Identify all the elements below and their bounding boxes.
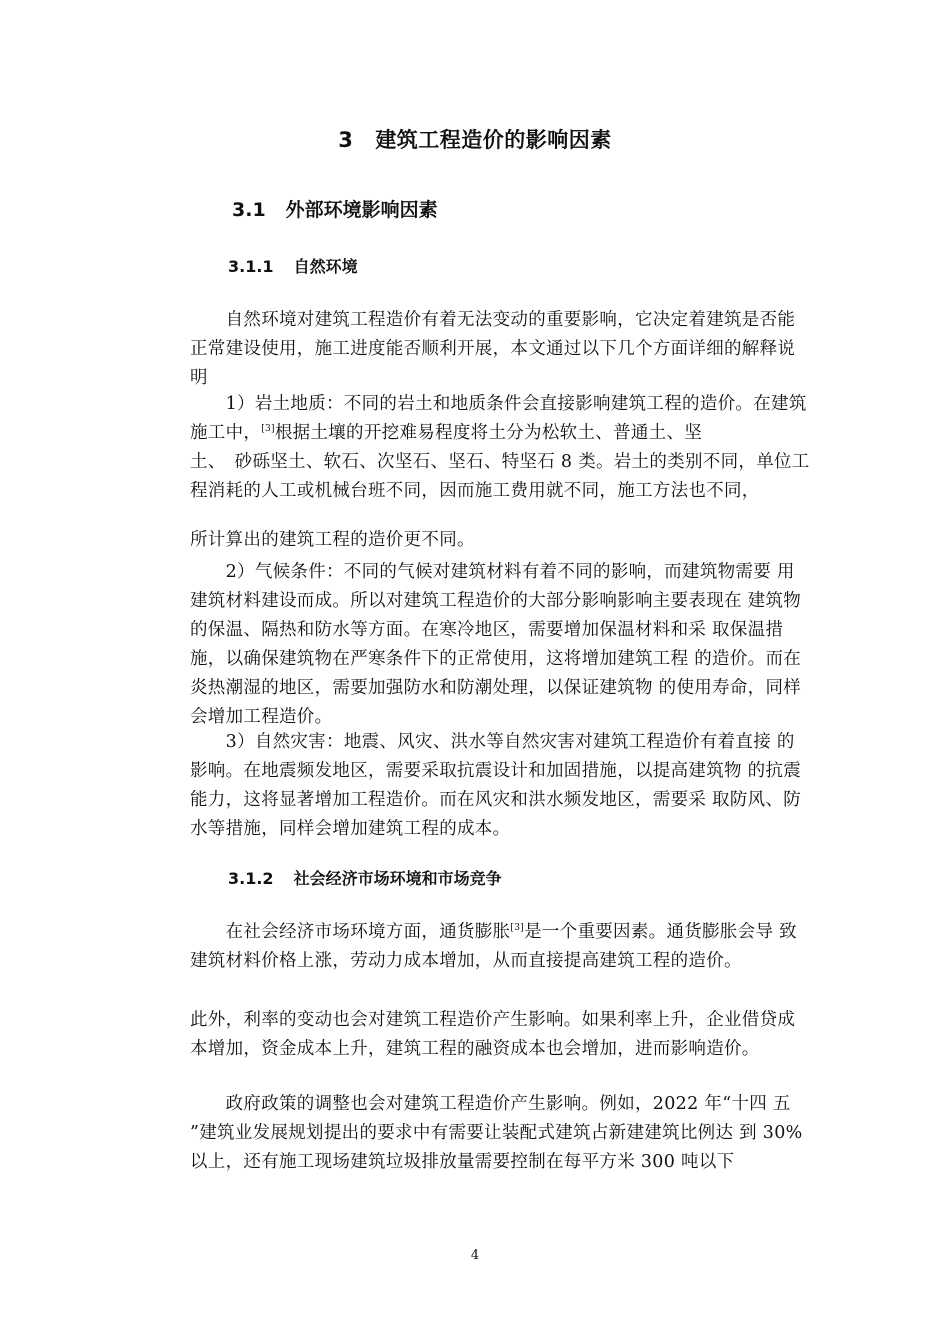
paragraph-inflation-part1: 在社会经济市场环境方面，通货膨胀 <box>190 922 511 942</box>
paragraph-climate: 2）气候条件：不同的气候对建筑材料有着不同的影响，而建筑物需要 用建筑材料建设而成。所以对建筑工程造价的大部分影响影响主要表现在 建筑物的保温、隔热和防水等方面。在寒冷地区，需要增加保温材料和采 取保温措施，以确保建筑物在严寒条件下的正常使用，这将增加建筑工程 的造价。而在炎热潮湿的地区，需要加强防水和防潮处理，以保证建筑物 的使用寿命，同样会增加工程造价。 <box>190 562 802 727</box>
chapter-heading <box>0 124 950 154</box>
subsection-number: 3.1.1 <box>228 257 274 276</box>
chapter-number: 3 <box>338 128 354 152</box>
section-heading <box>232 195 438 222</box>
section-number: 3.1 <box>232 199 266 221</box>
subsection-number: 3.1.2 <box>228 869 274 888</box>
paragraph-geology-part1: 1）岩土地质：不同的岩土和地质条件会直接影响建筑工程的造价。在建筑施工中， <box>190 394 807 443</box>
page-number: 4 <box>470 1248 480 1263</box>
subsection-title: 社会经济市场环境和市场竞争 <box>293 869 502 888</box>
paragraph-inflation-part2: 是一个重要因素。通货膨胀会导 致建筑材料价格上涨，劳动力成本增加，从而直接提高建筑工程的造价。 <box>190 922 797 971</box>
paragraph-disaster: 3）自然灾害：地震、风灾、洪水等自然灾害对建筑工程造价有着直接 的影响。在地震频发地区，需要采取抗震设计和加固措施，以提高建筑物 的抗震能力，这将显著增加工程造价。而在风灾和洪水频发地区，需要采 取防风、防水等措施，同样会增加建筑工程的成本。 <box>190 732 802 839</box>
subsection-heading-natural <box>228 254 358 277</box>
paragraph-policy: 政府政策的调整也会对建筑工程造价产生影响。例如，2022 年“十四 五 ”建筑业发展规划提出的要求中有需要让装配式建筑占新建建筑比例达 到 30%以上，还有施工现场建筑垃圾排放量需要控制在每平方米 300 吨以下 <box>190 1094 803 1172</box>
subsection-title: 自然环境 <box>293 257 358 276</box>
paragraph-geology-part2: 根据土壤的开挖难易程度将土分为松软土、普通土、坚 土、 砂砾坚土、软石、次坚石、坚石、特坚石 8 类。岩土的类别不同，单位工 程消耗的人工或机械台班不同，因而施工费用就不同，施工方法也不同， <box>190 423 810 501</box>
paragraph-natural-intro: 自然环境对建筑工程造价有着无法变动的重要影响，它决定着建筑是否能正常建设使用，施工进度能否顺利开展，本文通过以下几个方面详细的解释说明 <box>190 310 796 388</box>
paragraph-interest-rate: 此外，利率的变动也会对建筑工程造价产生影响。如果利率上升，企业借贷成本增加，资金成本上升，建筑工程的融资成本也会增加，进而影响造价。 <box>190 1010 796 1059</box>
paragraph-inflation <box>190 918 810 976</box>
section-title: 外部环境影响因素 <box>285 199 438 221</box>
citation-ref: [3] <box>261 424 275 435</box>
paragraph-geology <box>190 390 810 506</box>
paragraph-geology-end: 所计算出的建筑工程的造价更不同。 <box>190 530 475 550</box>
chapter-title: 建筑工程造价的影响因素 <box>375 128 612 152</box>
citation-ref: [3] <box>510 923 525 934</box>
subsection-heading-economy <box>228 866 502 889</box>
